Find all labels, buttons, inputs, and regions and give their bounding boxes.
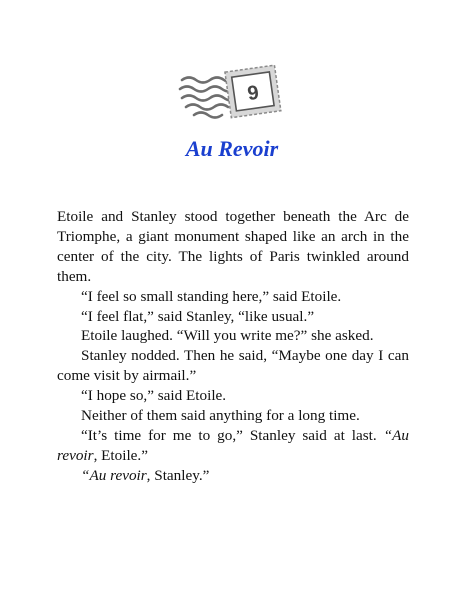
- italic-phrase: “Au revoir: [81, 466, 147, 484]
- postage-stamp-icon: [176, 62, 288, 122]
- story-text: [57, 207, 409, 486]
- paragraph: Neither of them said anything for a long time.: [81, 407, 360, 425]
- chapter-number: 9: [246, 81, 261, 106]
- paragraph: Etoile laughed. “Will you write me?” she asked.: [81, 327, 374, 345]
- italic-phrase: “Au revoir: [57, 426, 409, 464]
- paragraph-text: “It’s time for me to go,” Stanley said at last.: [81, 426, 384, 444]
- paragraph-text: , Stanley.”: [146, 466, 210, 484]
- paragraph: Etoile and Stanley stood together beneath the Arc de Triomphe, a giant monument shaped like an arch in the center of the city. The lights of Paris twinkled around them.: [57, 208, 409, 285]
- paragraph: “I hope so,” said Etoile.: [81, 387, 227, 405]
- paragraph: [57, 426, 409, 466]
- paragraph: Stanley nodded. Then he said, “Maybe one day I can come visit by airmail.”: [57, 347, 409, 385]
- paragraph: [57, 466, 409, 486]
- paragraph-text: , Etoile.”: [93, 446, 148, 464]
- chapter-title: Au Revoir: [185, 136, 279, 161]
- chapter-stamp: [176, 62, 288, 122]
- paragraph: “I feel flat,” said Stanley, “like usual.”: [81, 307, 315, 325]
- paragraph: “I feel so small standing here,” said Etoile.: [81, 287, 342, 305]
